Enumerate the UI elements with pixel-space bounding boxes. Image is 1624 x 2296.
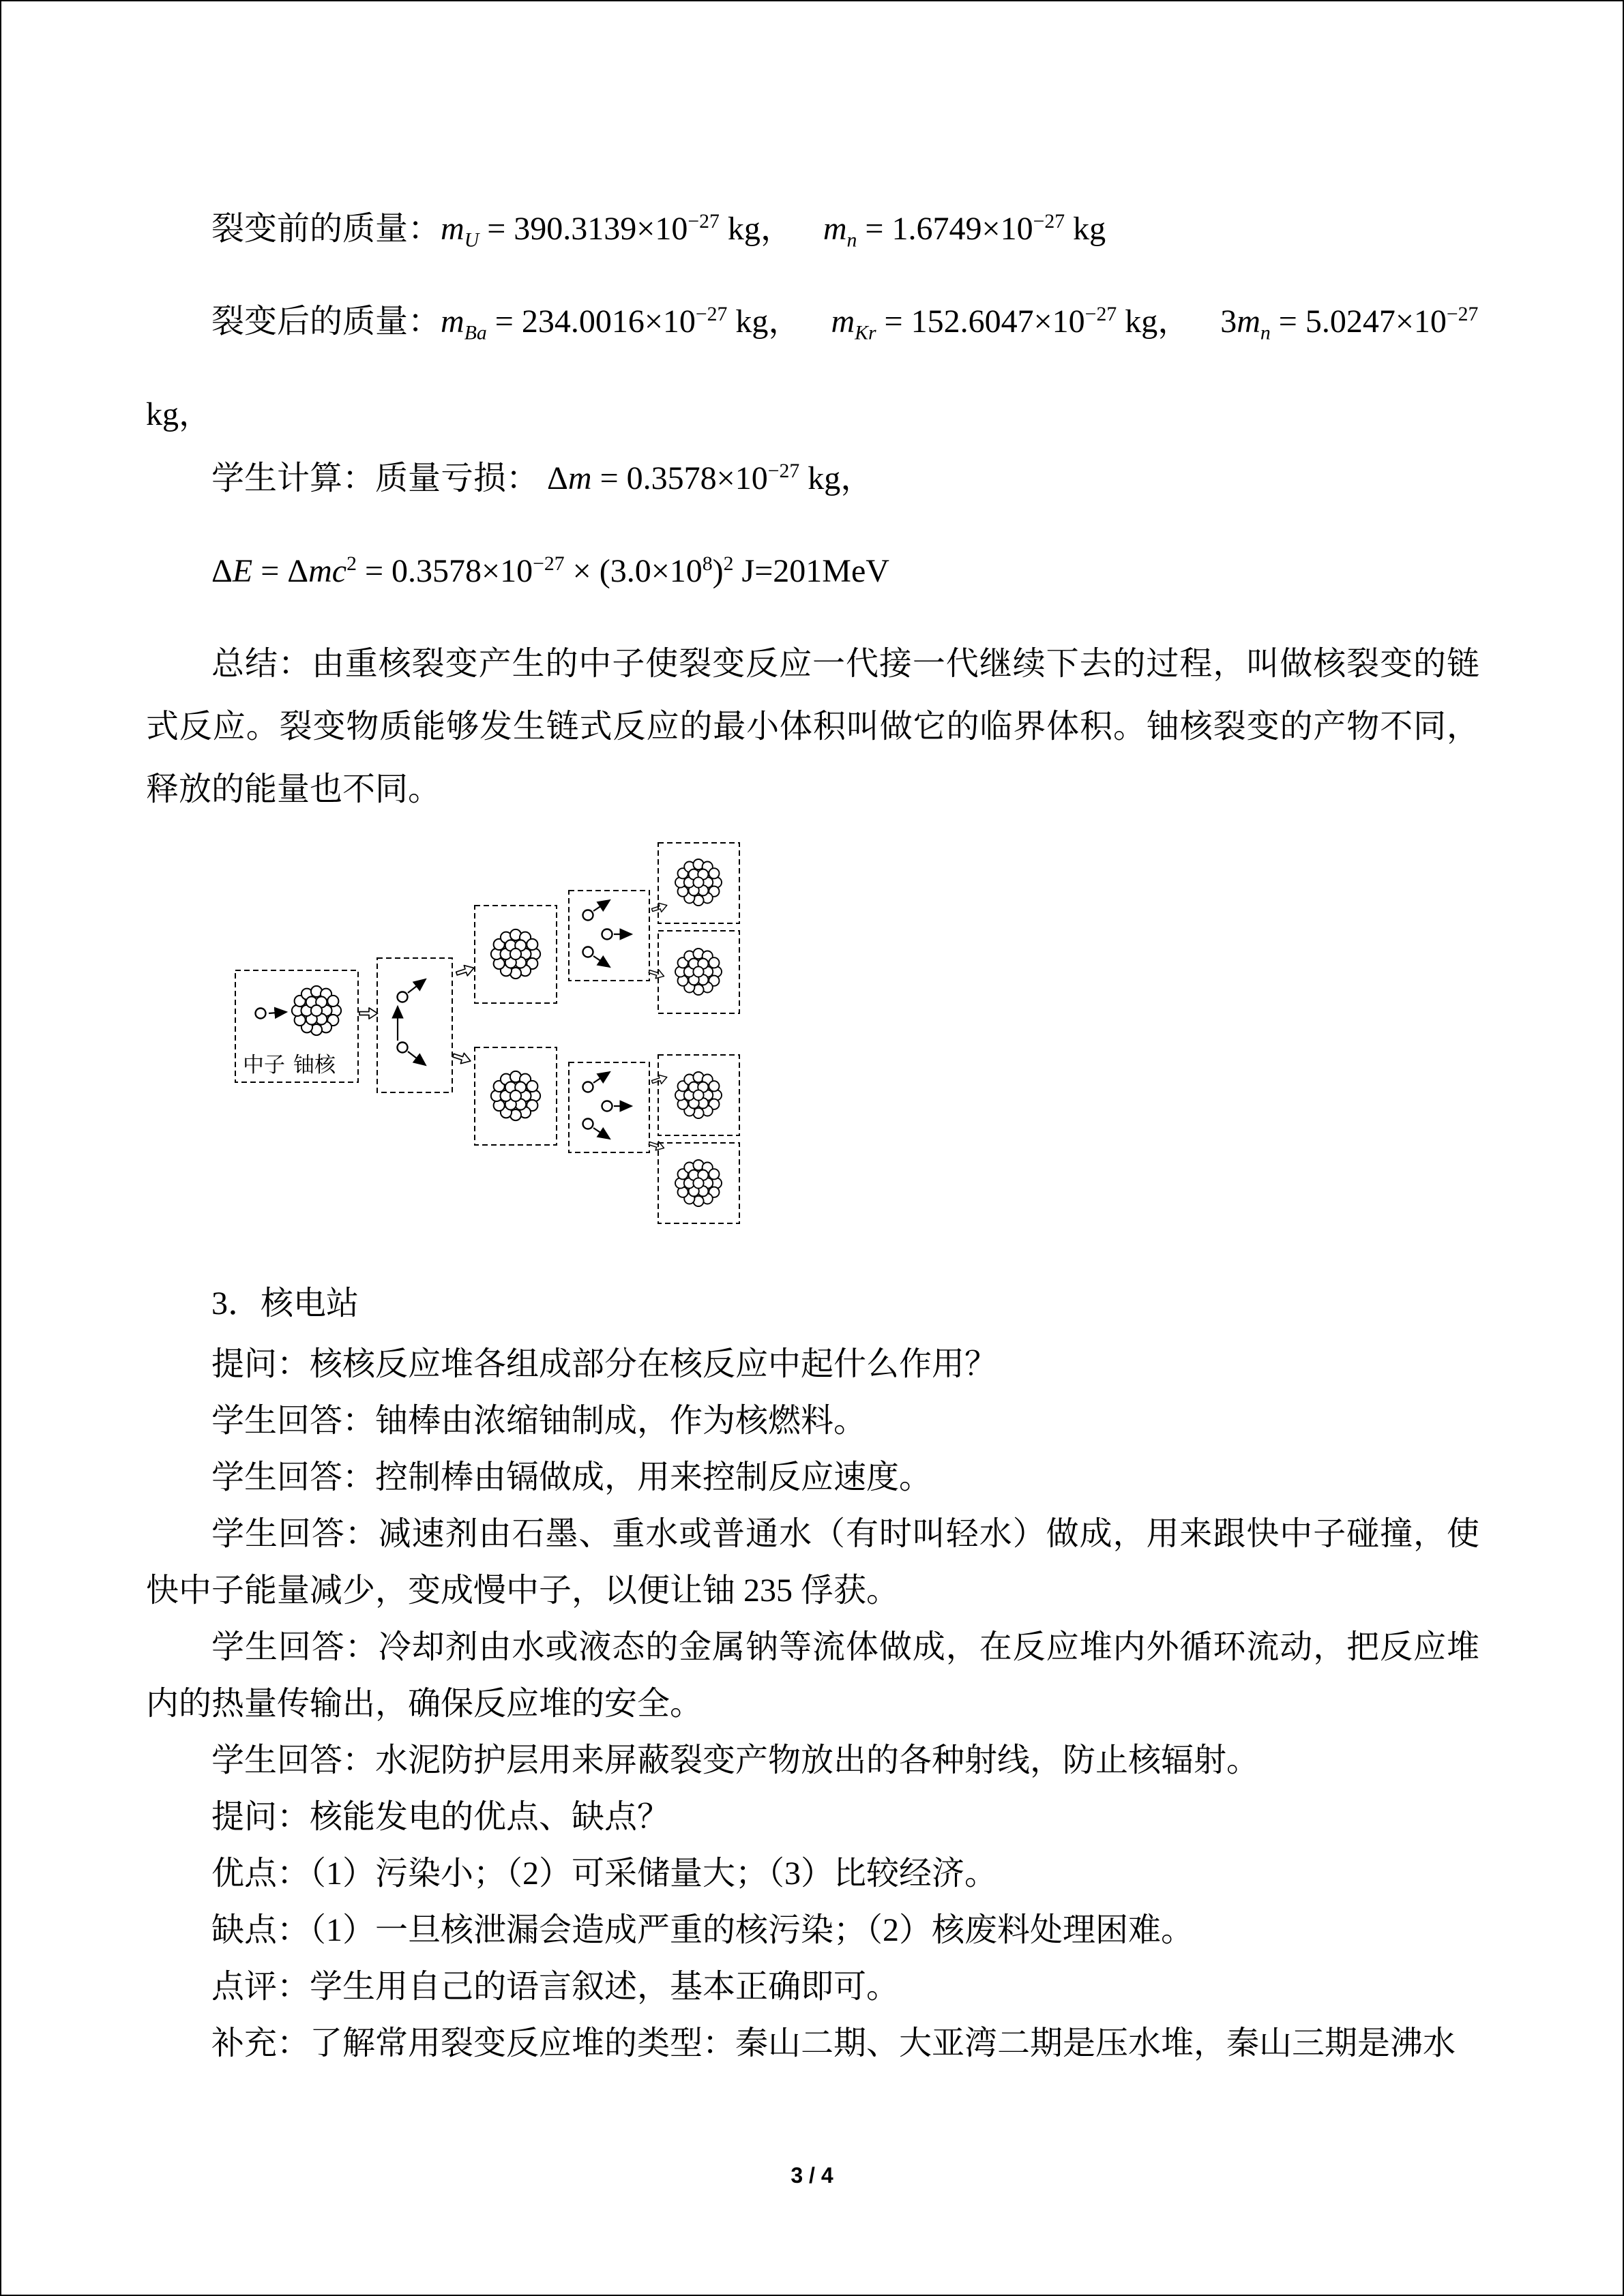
qa-line-answer-control-rod: 学生回答：控制棒由镉做成，用来控制反应速度。	[211, 1459, 932, 1495]
neutron-path-arrow	[269, 1012, 286, 1013]
formula-token: J=201MeV	[733, 553, 889, 589]
formula-token: 裂变后的质量：	[211, 303, 441, 340]
uranium-nucleus-icon	[491, 1071, 540, 1120]
block-arrow-icon	[455, 963, 475, 979]
formula-token: −27	[767, 460, 800, 482]
dashed-box	[377, 958, 452, 1092]
formula-token: −27	[1446, 303, 1479, 325]
uranium-nucleus-icon	[675, 1072, 722, 1118]
formula-token: = Δ	[252, 553, 309, 589]
neutron-icon	[398, 1043, 408, 1053]
uranium-nucleus-icon	[675, 859, 722, 906]
formula-token: Kr	[855, 321, 876, 344]
formula-token: = 390.3139×10	[479, 211, 688, 247]
formula-mass-after-fission	[146, 290, 1479, 353]
formula-token: × (3.0×10	[564, 553, 703, 589]
qa-line-question-reactor: 提问：核核反应堆各组成部分在核反应中起什么作用？	[211, 1346, 998, 1382]
formula-token: = 152.6047×10	[876, 303, 1085, 340]
formula-token: 3	[1220, 303, 1237, 340]
formula-mass-defect	[146, 447, 1479, 510]
formula-token: Δ	[547, 460, 568, 496]
section-heading-nuclear-plant: 3．核电站	[211, 1285, 359, 1322]
formula-token: mc	[308, 553, 347, 589]
neutron-icon	[583, 910, 593, 921]
formula-token: kg，	[1117, 303, 1191, 340]
neutron-icon	[583, 1119, 593, 1129]
formula-token: kg	[1065, 211, 1106, 247]
formula-token: −27	[533, 552, 565, 575]
formula-token: = 0.3578×10	[356, 553, 533, 589]
formula-token: U	[464, 228, 479, 252]
neutron-path-arrow	[408, 1052, 426, 1065]
uranium-nucleus-icon	[675, 949, 722, 995]
formula-energy-release	[146, 540, 1479, 603]
formula-token: m	[1237, 303, 1260, 340]
formula-token: = 0.3578×10	[591, 460, 768, 496]
uranium-nucleus-icon	[491, 929, 540, 979]
formula-mass-after-continuation	[146, 383, 1479, 446]
formula-token: −27	[1084, 303, 1117, 325]
qa-line-comment: 点评：学生用自己的语言叙述，基本正确即可。	[211, 1969, 900, 2005]
formula-token: kg，	[719, 211, 793, 247]
neutron-icon	[602, 929, 612, 940]
formula-token: m	[441, 211, 464, 247]
formula-token: )	[712, 553, 724, 589]
formula-token: E	[232, 553, 253, 589]
neutron-icon	[583, 947, 593, 957]
formula-token: −27	[1033, 210, 1065, 233]
neutron-path-arrow	[593, 1128, 610, 1139]
summary-paragraph: 总结：由重核裂变产生的中子使裂变反应一代接一代继续下去的过程，叫做核裂变的链式反应。裂变物质能够发生链式反应的最小体积叫做它的临界体积。铀核裂变的产物不同，释放的能量也不同。	[146, 646, 1479, 807]
uranium-nucleus-icon	[292, 986, 341, 1035]
block-arrow-icon	[648, 1139, 666, 1152]
page-number: 3 / 4	[791, 2163, 833, 2188]
uranium-label: 铀核	[293, 1053, 336, 1077]
formula-token: 裂变前的质量：	[211, 211, 441, 247]
formula-token: 学生计算：质量亏损：	[211, 460, 548, 496]
block-arrow-icon	[648, 967, 666, 981]
qa-line-disadvantages: 缺点：（1）一旦核泄漏会造成严重的核污染；（2）核废料处理困难。	[211, 1912, 1194, 1948]
qa-line-question-pros-cons: 提问：核能发电的优点、缺点？	[211, 1799, 670, 1835]
formula-token: m	[823, 211, 847, 247]
formula-token: 2	[723, 552, 734, 575]
block-arrow-icon	[651, 901, 668, 914]
chain-reaction-diagram	[228, 841, 1479, 1245]
qa-line-answer-shield: 学生回答：水泥防护层用来屏蔽裂变产物放出的各种射线，防止核辐射。	[211, 1742, 1260, 1778]
formula-token: −27	[688, 210, 720, 233]
block-arrow-icon	[359, 1008, 378, 1019]
formula-token: kg，	[146, 396, 212, 432]
block-arrow-icon	[651, 1073, 668, 1086]
qa-line-answer-moderator: 学生回答：减速剂由石墨、重水或普通水（有时叫轻水）做成，用来跟快中子碰撞，使快中子能量减少，变成慢中子，以便让铀 235 俘获。	[146, 1516, 1479, 1609]
formula-token: kg，	[727, 303, 801, 340]
formula-token: m	[831, 303, 855, 340]
formula-token: −27	[695, 303, 728, 325]
neutron-icon	[256, 1009, 266, 1019]
neutron-icon	[602, 1101, 612, 1112]
formula-token: m	[441, 303, 464, 340]
formula-token: 2	[346, 552, 357, 575]
formula-mass-before-fission	[146, 198, 1479, 260]
formula-token: m	[567, 460, 592, 496]
formula-token: n	[846, 228, 857, 252]
block-arrow-icon	[452, 1050, 472, 1067]
qa-line-answer-coolant: 学生回答：冷却剂由水或液态的金属钠等流体做成，在反应堆内外循环流动，把反应堆内的热量传输出，确保反应堆的安全。	[146, 1629, 1479, 1722]
neutron-path-arrow	[593, 1072, 610, 1083]
formula-token: 8	[702, 552, 713, 575]
qa-line-advantages: 优点：（1）污染小；（2）可采储量大；（3）比较经济。	[211, 1855, 998, 1892]
qa-line-answer-fuel-rod: 学生回答：铀棒由浓缩铀制成，作为核燃料。	[211, 1403, 867, 1439]
formula-token: n	[1260, 321, 1271, 344]
formula-token: Ba	[464, 321, 487, 344]
neutron-path-arrow	[593, 956, 610, 967]
formula-token: = 1.6749×10	[857, 211, 1033, 247]
qa-line-supplement: 补充：了解常用裂变反应堆的类型：秦山二期、大亚湾二期是压水堆，秦山三期是沸水	[211, 2025, 1456, 2061]
uranium-nucleus-icon	[675, 1160, 722, 1206]
chain-reaction-svg	[228, 841, 760, 1237]
neutron-icon	[583, 1082, 593, 1092]
neutron-icon	[398, 992, 408, 1002]
neutron-path-arrow	[593, 900, 610, 911]
formula-token: Δ	[211, 553, 233, 589]
neutron-path-arrow	[408, 979, 426, 993]
formula-token: = 5.0247×10	[1270, 303, 1447, 340]
neutron-label: 中子	[243, 1053, 285, 1077]
formula-token: = 234.0016×10	[486, 303, 696, 340]
formula-token: kg，	[799, 460, 874, 496]
